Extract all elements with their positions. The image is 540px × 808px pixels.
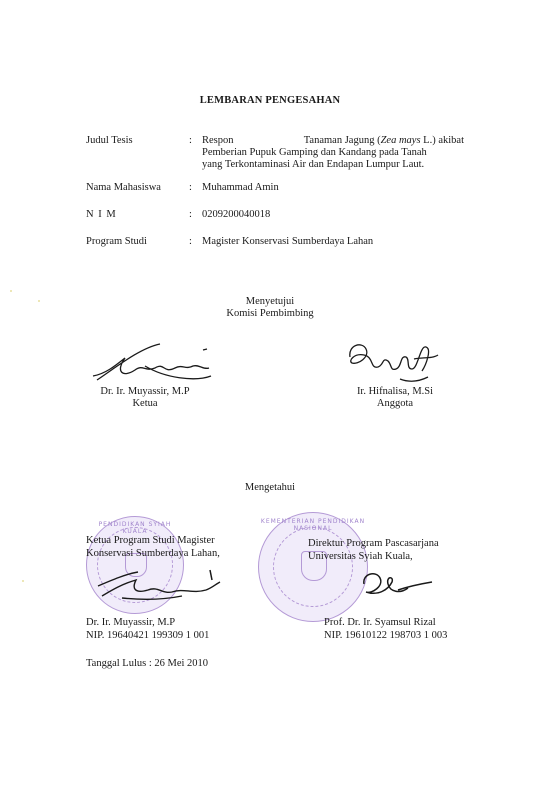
official-stamp-right (258, 512, 368, 622)
graduation-date: Tanggal Lulus : 26 Mei 2010 (86, 658, 209, 669)
right-official-title-line1: Direktur Program Pascasarjana (308, 538, 439, 549)
signature-hifnalisa (340, 335, 450, 390)
colon: : (189, 209, 192, 220)
field-label-study-program: Program Studi (86, 236, 147, 247)
paper-speck (22, 580, 24, 582)
colon: : (189, 135, 192, 146)
supervisor-member-role: Anggota (376, 398, 414, 409)
right-official-title (308, 537, 439, 563)
supervisor-chair-block (80, 386, 210, 410)
right-official-identity (324, 616, 447, 642)
signature-left-official (92, 566, 222, 606)
colon: : (189, 236, 192, 247)
paper-speck (10, 290, 12, 292)
supervisor-chair-role: Ketua (132, 398, 158, 409)
supervisor-member-name: Ir. Hifnalisa, M.Si (356, 386, 434, 397)
thesis-title-line2: Pemberian Pupuk Gamping dan Kandang pada Tanah (202, 147, 427, 158)
approval-heading (0, 296, 540, 320)
left-official-title-line1: Ketua Program Studi Magister (86, 535, 215, 546)
left-official-name: Dr. Ir. Muyassir, M.P (86, 617, 176, 628)
approval-line2: Komisi Pembimbing (226, 308, 314, 319)
thesis-title-value (202, 135, 464, 171)
thesis-title-line1-rest (304, 135, 464, 147)
species-name-italic: Zea mays (380, 135, 421, 146)
thesis-title-text: L.) akibat (420, 135, 464, 146)
field-label-thesis-title: Judul Tesis (86, 135, 133, 146)
thesis-title-text: Tanaman Jagung ( (303, 135, 381, 146)
acknowledged-heading: Mengetahui (244, 482, 296, 493)
signature-right-official (358, 566, 438, 602)
left-official-title (86, 534, 220, 560)
thesis-title-line3: yang Terkontaminasi Air dan Endapan Lumpur Laut. (202, 159, 425, 170)
signature-muyassir (85, 338, 215, 388)
colon: : (189, 182, 192, 193)
student-name-value: Muhammad Amin (202, 182, 279, 193)
nim-value: 0209200040018 (202, 209, 271, 220)
right-official-nip: NIP. 19610122 198703 1 003 (324, 630, 448, 641)
thesis-title-line1 (202, 135, 464, 147)
left-official-nip: NIP. 19640421 199309 1 001 (86, 630, 210, 641)
stamp-text: PENDIDIKAN SYIAH KUALA (98, 521, 172, 535)
stamp-text: KEMENTERIAN PENDIDIKAN NASIONAL (260, 518, 366, 532)
field-label-nim: N I M (86, 209, 117, 220)
thesis-title-word: Respon (202, 135, 234, 146)
supervisor-member-block (330, 386, 460, 410)
right-official-name: Prof. Dr. Ir. Syamsul Rizal (324, 617, 436, 628)
field-label-student-name: Nama Mahasiswa (86, 182, 161, 193)
left-official-title-line2: Konservasi Sumberdaya Lahan, (86, 548, 220, 559)
left-official-identity (86, 616, 209, 642)
study-program-value: Magister Konservasi Sumberdaya Lahan (202, 236, 374, 247)
right-official-title-line2: Universitas Syiah Kuala, (308, 551, 413, 562)
document-title: LEMBARAN PENGESAHAN (199, 95, 341, 106)
approval-line1: Menyetujui (245, 296, 295, 307)
supervisor-chair-name: Dr. Ir. Muyassir, M.P (100, 386, 190, 397)
